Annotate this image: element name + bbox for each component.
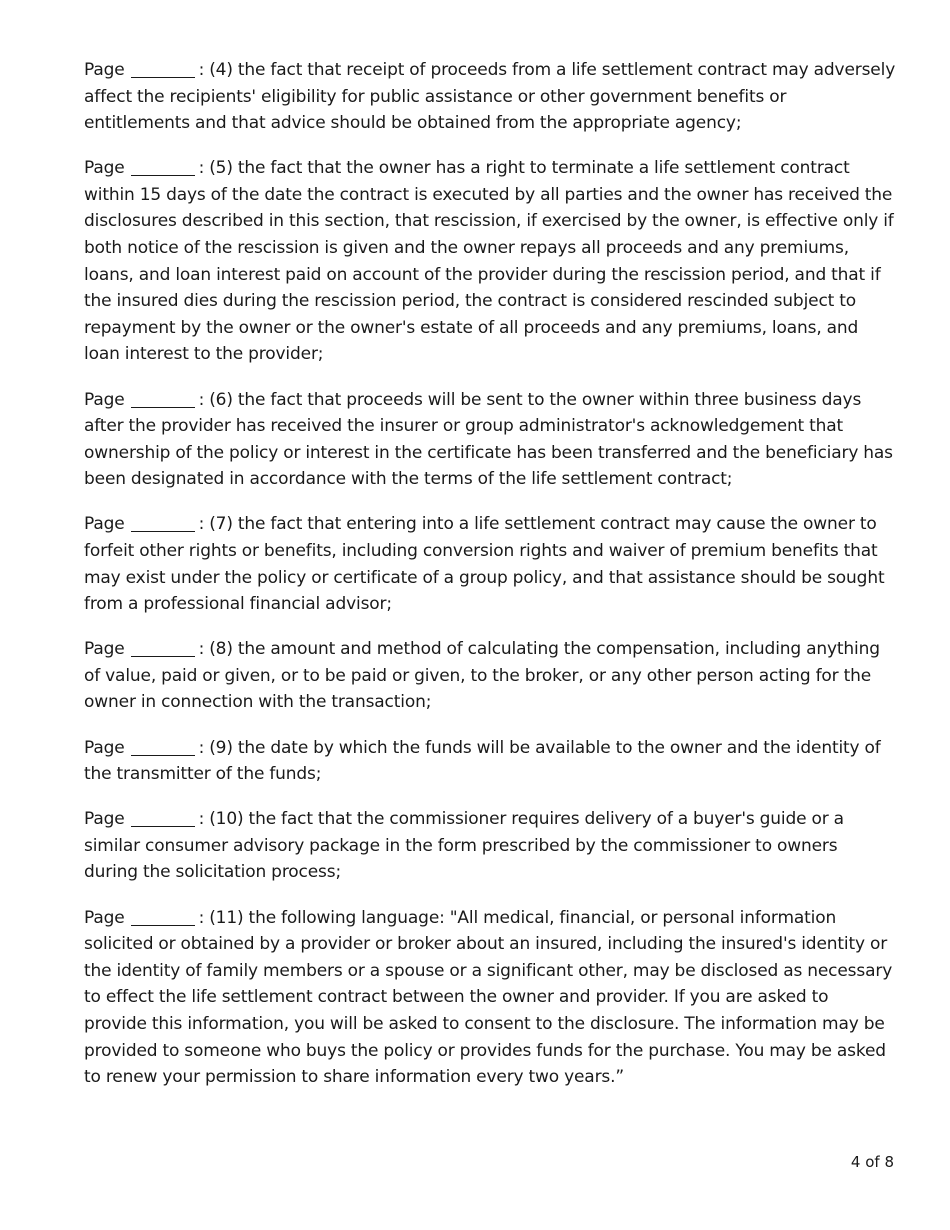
- disclosure-item-8: Page : (8) the amount and method of calculating the compensation, including anything of value, paid or given, or to be paid or given, to the broker, or any other person acting for the owner in connection with the transaction;: [84, 639, 880, 713]
- page-number-blank[interactable]: [131, 908, 195, 926]
- page-number-blank[interactable]: [131, 390, 195, 408]
- disclosure-text: (5) the fact that the owner has a right to terminate a life settlement contract within 15 days of the date the contract is executed by all parties and the owner has received the disclosures described in this section, that rescission, if exercised by the owner, is effective only if both notice of the rescission is given and the owner repays all proceeds and any premiums, loans, and loan interest paid on account of the provider during the rescission period, and that if the insured dies during the rescission period, the contract is considered rescinded subject to repayment by the owner or the owner's estate of all proceeds and any premiums, loans, and loan interest to the provider;: [84, 158, 894, 365]
- page-label: Page: [84, 639, 125, 660]
- page-number-blank[interactable]: [131, 158, 195, 176]
- page-label: Page: [84, 809, 125, 830]
- disclosure-item-7: Page : (7) the fact that entering into a life settlement contract may cause the owner to forfeit other rights or benefits, including conversion rights and waiver of premium benefits that may exist under the policy or certificate of a group policy, and that assistance should be sought from a professional financial advisor;: [84, 514, 885, 615]
- page-label: Page: [84, 514, 125, 535]
- disclosure-text: (9) the date by which the funds will be available to the owner and the identity of the transmitter of the funds;: [84, 737, 881, 785]
- disclosure-text: (7) the fact that entering into a life settlement contract may cause the owner to forfeit other rights or benefits, including conversion rights and waiver of premium benefits that may exist under the policy or certificate of a group policy, and that assistance should be sought from a professional financial advisor;: [84, 514, 885, 615]
- page-number-footer: 4 of 8: [850, 1153, 894, 1171]
- page-label: Page: [84, 389, 125, 410]
- page-number-blank[interactable]: [131, 809, 195, 827]
- page-number-blank[interactable]: [131, 639, 195, 657]
- disclosure-item-9: Page : (9) the date by which the funds will be available to the owner and the identity of the transmitter of the funds;: [84, 737, 881, 785]
- disclosure-text: (10) the fact that the commissioner requires delivery of a buyer's guide or a similar consumer advisory package in the form prescribed by the commissioner to owners during the solicitation process;: [84, 809, 844, 883]
- disclosure-text: (4) the fact that receipt of proceeds from a life settlement contract may adversely affect the recipients' eligibility for public assistance or other government benefits or entitlements and that advice should be obtained from the appropriate agency;: [84, 60, 896, 134]
- document-body: [84, 57, 896, 1109]
- disclosure-text: (6) the fact that proceeds will be sent to the owner within three business days after the provider has received the insurer or group administrator's acknowledgement that ownership of the policy or interest in the certificate has been transferred and the beneficiary has been designated in accordance with the terms of the life settlement contract;: [84, 389, 893, 490]
- page-label: Page: [84, 737, 125, 758]
- page-number-blank[interactable]: [131, 60, 195, 78]
- page-number-blank[interactable]: [131, 738, 195, 756]
- page-label: Page: [84, 60, 125, 80]
- disclosure-text: (11) the following language: "All medical, financial, or personal information solicited or obtained by a provider or broker about an insured, including the insured's identity or the identity of family members or a spouse or a significant other, may be disclosed as necessary to effect the life settlement contract between the owner and provider. If you are asked to provide this information, you will be asked to consent to the disclosure. The information may be provided to someone who buys the policy or provides funds for the purchase. You may be asked to renew your permission to share information every two years.”: [84, 907, 893, 1088]
- disclosure-item-6: Page : (6) the fact that proceeds will be sent to the owner within three business days after the provider has received the insurer or group administrator's acknowledgement that ownership of the policy or interest in the certificate has been transferred and the beneficiary has been designated in accordance with the terms of the life settlement contract;: [84, 389, 893, 490]
- disclosure-item-4: Page : (4) the fact that receipt of proceeds from a life settlement contract may adversely affect the recipients' eligibility for public assistance or other government benefits or entitlements and that advice should be obtained from the appropriate agency;: [84, 60, 896, 134]
- page-number-blank[interactable]: [131, 514, 195, 532]
- page-label: Page: [84, 907, 125, 928]
- disclosure-text: (8) the amount and method of calculating the compensation, including anything of value, paid or given, or to be paid or given, to the broker, or any other person acting for the owner in connection with the transaction;: [84, 639, 880, 713]
- disclosure-item-5: Page : (5) the fact that the owner has a right to terminate a life settlement contract within 15 days of the date the contract is executed by all parties and the owner has received the disclosures described in this section, that rescission, if exercised by the owner, is effective only if both notice of the rescission is given and the owner repays all proceeds and any premiums, loans, and loan interest paid on account of the provider during the rescission period, and that if the insured dies during the rescission period, the contract is considered rescinded subject to repayment by the owner or the owner's estate of all proceeds and any premiums, loans, and loan interest to the provider;: [84, 158, 894, 365]
- disclosure-item-10: Page : (10) the fact that the commissioner requires delivery of a buyer's guide or a similar consumer advisory package in the form prescribed by the commissioner to owners during the solicitation process;: [84, 809, 844, 883]
- disclosure-item-11: Page : (11) the following language: "All medical, financial, or personal information solicited or obtained by a provider or broker about an insured, including the insured's identity or the identity of family members or a spouse or a significant other, may be disclosed as necessary to effect the life settlement contract between the owner and provider. If you are asked to provide this information, you will be asked to consent to the disclosure. The information may be provided to someone who buys the policy or provides funds for the purchase. You may be asked to renew your permission to share information every two years.”: [84, 907, 893, 1088]
- page-label: Page: [84, 158, 125, 179]
